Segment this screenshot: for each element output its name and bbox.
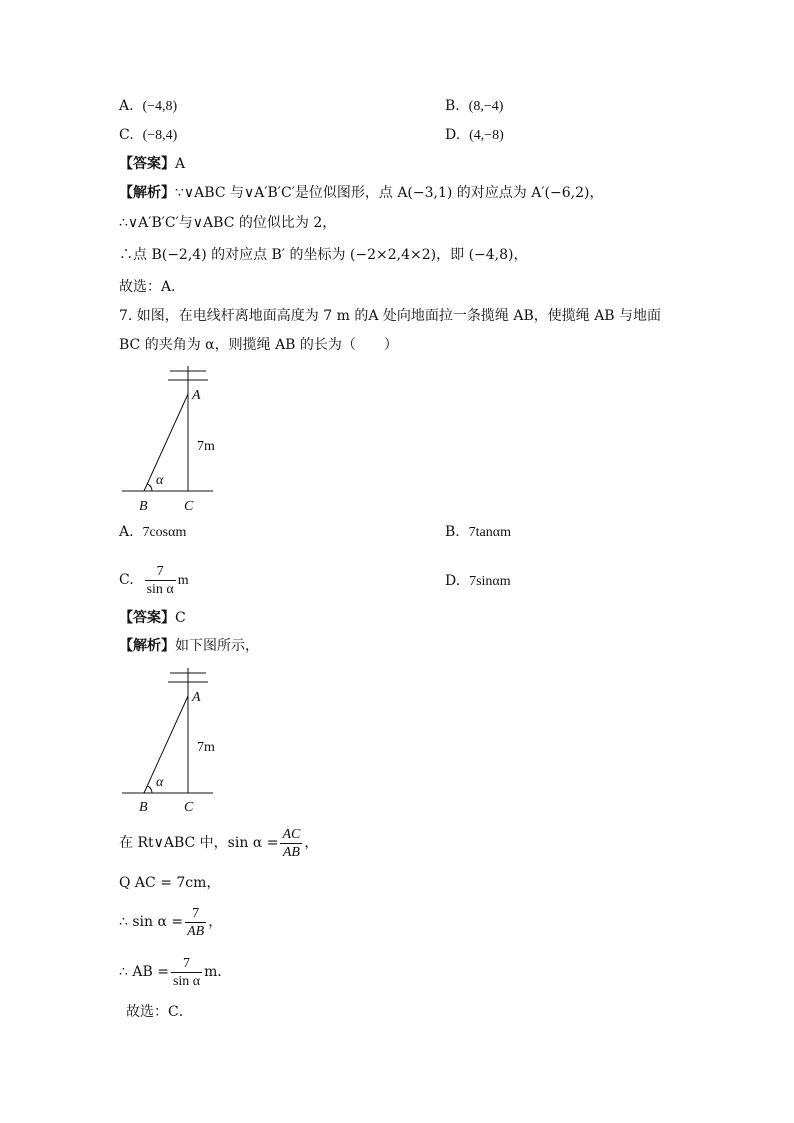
analysis7-step1: 在 Rt∨ABC 中，sin α = $\frac{AC}{AB}$ ， xyxy=(119,826,319,860)
label-height: 7m xyxy=(197,439,215,454)
fraction-7-over-sin: $\frac{7}{\text{sin α}}$ xyxy=(146,563,174,597)
analysis7-step3: ∴ sin α = $\frac{7}{AB}$ ， xyxy=(119,905,223,939)
label-alpha: α xyxy=(156,775,164,790)
option-d-prev: D. (4,−8) xyxy=(445,127,504,143)
analysis7-intro: 【解析】如下图所示， xyxy=(119,638,259,654)
label-a: A xyxy=(192,388,201,403)
label-c: C xyxy=(184,800,194,815)
label-b: B xyxy=(139,499,148,514)
label-alpha: α xyxy=(156,473,164,488)
option-c-prev: C. (−8,4) xyxy=(119,127,178,143)
option7-a: A. 7cosαm xyxy=(119,524,187,540)
rope-line-ab xyxy=(144,696,188,793)
label-b: B xyxy=(139,800,148,815)
label-c: C xyxy=(184,499,194,514)
analysis-prev-line3: ∴点 B(−2,4) 的对应点 B′ 的坐标为 (−2×2,4×2)，即 (−4,8)， xyxy=(119,247,528,263)
option7-b: B. 7tanαm xyxy=(445,524,511,540)
analysis7-choice: 故选：C． xyxy=(126,1004,193,1020)
answer7: 【答案】C xyxy=(119,610,186,626)
label-height: 7m xyxy=(197,740,215,755)
question7-line1: 7. 如图，在电线杆离地面高度为 7 m 的A 处向地面拉一条揽绳 AB，使揽绳 AB 与地面 xyxy=(119,308,662,324)
analysis-prev-choice: 故选：A． xyxy=(119,279,186,295)
option-b-prev: B. (8,−4) xyxy=(445,98,504,114)
analysis-prev-line2: ∴∨A′B′C′与∨ABC 的位似比为 2， xyxy=(119,215,337,231)
fraction-7-over-sin: $\frac{7}{\text{sin α}}$ xyxy=(172,955,201,989)
question7-line2: BC 的夹角为 α，则揽绳 AB 的长为（ ） xyxy=(119,337,398,353)
option7-c: C. $\frac{7}{\text{sin α}}$ m xyxy=(119,563,189,597)
fraction-ac-over-ab: $\frac{AC}{AB}$ xyxy=(282,826,301,860)
option7-d: D. 7sinαm xyxy=(445,573,511,589)
angle-arc xyxy=(148,786,152,793)
option-a-prev: A. (−4,8) xyxy=(119,98,178,114)
label-a: A xyxy=(192,690,201,705)
answer-prev: 【答案】A xyxy=(119,156,186,172)
analysis7-step2: Q AC = 7cm， xyxy=(119,875,221,891)
analysis7-step4: ∴ AB = $\frac{7}{\text{sin α}}$ m． xyxy=(119,955,232,989)
fraction-7-over-ab: $\frac{7}{AB}$ xyxy=(187,905,205,939)
analysis-prev-line1: 【解析】∵∨ABC 与∨A′B′C′是位似图形，点 A(−3,1) 的对应点为 A′(−6,2)， xyxy=(119,185,604,201)
